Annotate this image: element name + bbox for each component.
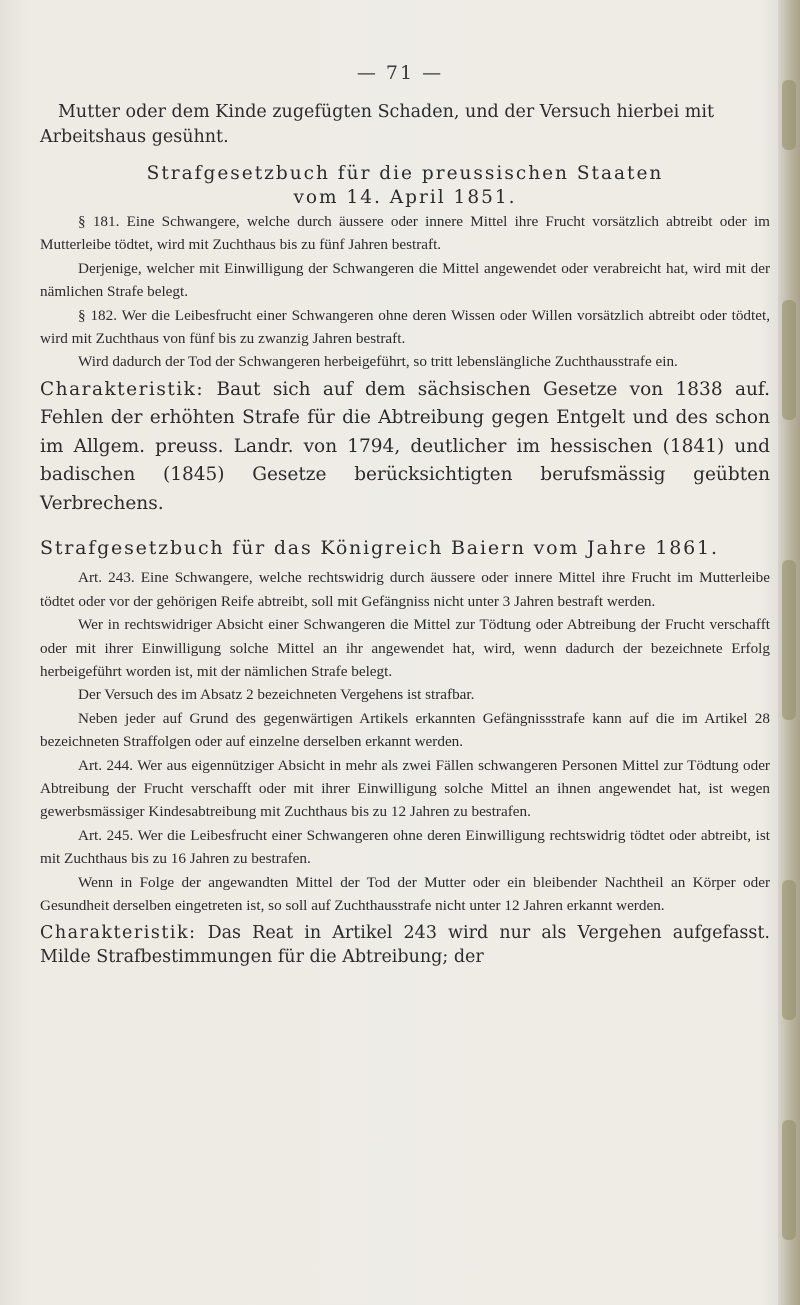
art-243: Art. 243. Eine Schwangere, welche rechtswidrig durch äussere oder innere Mittel ihre Frucht im Mutterleibe tödtet oder vor der gehörigen Reife abtreibt, soll mit Gefängniss nicht unter 3 Jahren bestraft werden. bbox=[40, 569, 770, 610]
section1-heading-line1: Strafgesetzbuch für die preussischen Staaten bbox=[146, 163, 664, 184]
section2-heading: Strafgesetzbuch für das Königreich Baiern vom Jahre 1861. bbox=[40, 537, 719, 560]
characteristic-label: Charakteristik: bbox=[40, 923, 197, 944]
stain bbox=[782, 1120, 796, 1240]
paragraph-181-2: Derjenige, welcher mit Einwilligung der Schwangeren die Mittel angewendet oder verabreicht hat, wird mit der nämlichen Strafe belegt. bbox=[40, 259, 770, 301]
page-number: — 71 — bbox=[356, 62, 444, 84]
characteristic-1 bbox=[40, 376, 770, 519]
paragraph-182: § 182. Wer die Leibesfrucht einer Schwangeren ohne deren Wissen oder Willen vorsätzlich abtreibt oder tödtet, wird mit Zuchthaus von fünf bis zu zwanzig Jahren bestraft. bbox=[40, 306, 770, 348]
art-245: Art. 245. Wer die Leibesfrucht einer Schwangeren ohne deren Einwilligung rechtswidrig tödtet oder abtreibt, ist mit Zuchthaus bis zu 16 Jahren zu bestrafen. bbox=[40, 826, 770, 868]
stain bbox=[782, 300, 796, 420]
characteristic-2 bbox=[40, 921, 770, 969]
art-244: Art. 244. Wer aus eigennütziger Absicht in mehr als zwei Fällen schwangeren Personen Mittel zur Tödtung oder Abtreibung der Frucht verschafft oder mit ihrer Einwilligung solche Mittel an ihnen angewendet hat, ist wegen gewerbsmässiger Kindesabtreibung mit Zuchthaus bis zu 12 Jahren zu bestrafen. bbox=[40, 756, 770, 821]
characteristic-label: Charakteristik: bbox=[40, 378, 205, 400]
section1-heading-line2: vom 14. April 1851. bbox=[293, 187, 517, 208]
art-243-3: Der Versuch des im Absatz 2 bezeichneten Vergehens ist strafbar. bbox=[78, 686, 475, 704]
characteristic-text: Das Reat in Artikel 243 wird nur als Vergehen aufgefasst. Milde Strafbestimmungen für die Abtreibung; der bbox=[40, 923, 770, 968]
stain bbox=[782, 880, 796, 1020]
art-243-2: Wer in rechtswidriger Absicht einer Schwangeren die Mittel zur Tödtung oder Abtreibung der Frucht verschafft oder mit ihrer Einwilligung solche Mittel an ihr angewendet hat, wird, wenn dadurch der bezeichnete Erfolg herbeigeführt worden ist, mit der nämlichen Strafe belegt. bbox=[40, 616, 770, 680]
stain bbox=[782, 80, 796, 150]
page-body bbox=[40, 55, 770, 969]
art-245-2: Wenn in Folge der angewandten Mittel der Tod der Mutter oder ein bleibender Nachtheil an Körper oder Gesundheit derselben eingetreten ist, so soll auf Zuchthausstrafe nicht unter 12 Jahren erkannt werden. bbox=[40, 873, 770, 915]
paragraph-182-2: Wird dadurch der Tod der Schwangeren herbeigeführt, so tritt lebenslängliche Zuchthausstrafe ein. bbox=[78, 353, 678, 371]
paragraph-181: § 181. Eine Schwangere, welche durch äussere oder innere Mittel ihre Frucht vorsätzlich abtreibt oder im Mutterleibe tödtet, wird mit Zuchthaus bis zu fünf Jahren bestraft. bbox=[40, 213, 770, 254]
stain bbox=[782, 560, 796, 720]
characteristic-text: Baut sich auf dem sächsischen Gesetze von 1838 auf. Fehlen der erhöhten Strafe für die Abtreibung gegen Entgelt und des schon im Allgem. preuss. Landr. von 1794, deutlicher im hessischen (1841) und badischen (1845) Gesetze berücksichtigten berufsmässig geübten Verbrechens. bbox=[40, 378, 770, 514]
art-243-4: Neben jeder auf Grund des gegenwärtigen Artikels erkannten Gefängnissstrafe kann auf die im Artikel 28 bezeichneten Straffolgen oder auf einzelne derselben erkannt werden. bbox=[40, 709, 770, 751]
page-edge bbox=[778, 0, 800, 1305]
intro-paragraph: Mutter oder dem Kinde zugefügten Schaden, und der Versuch hierbei mit Arbeitshaus gesühnt. bbox=[40, 102, 714, 147]
